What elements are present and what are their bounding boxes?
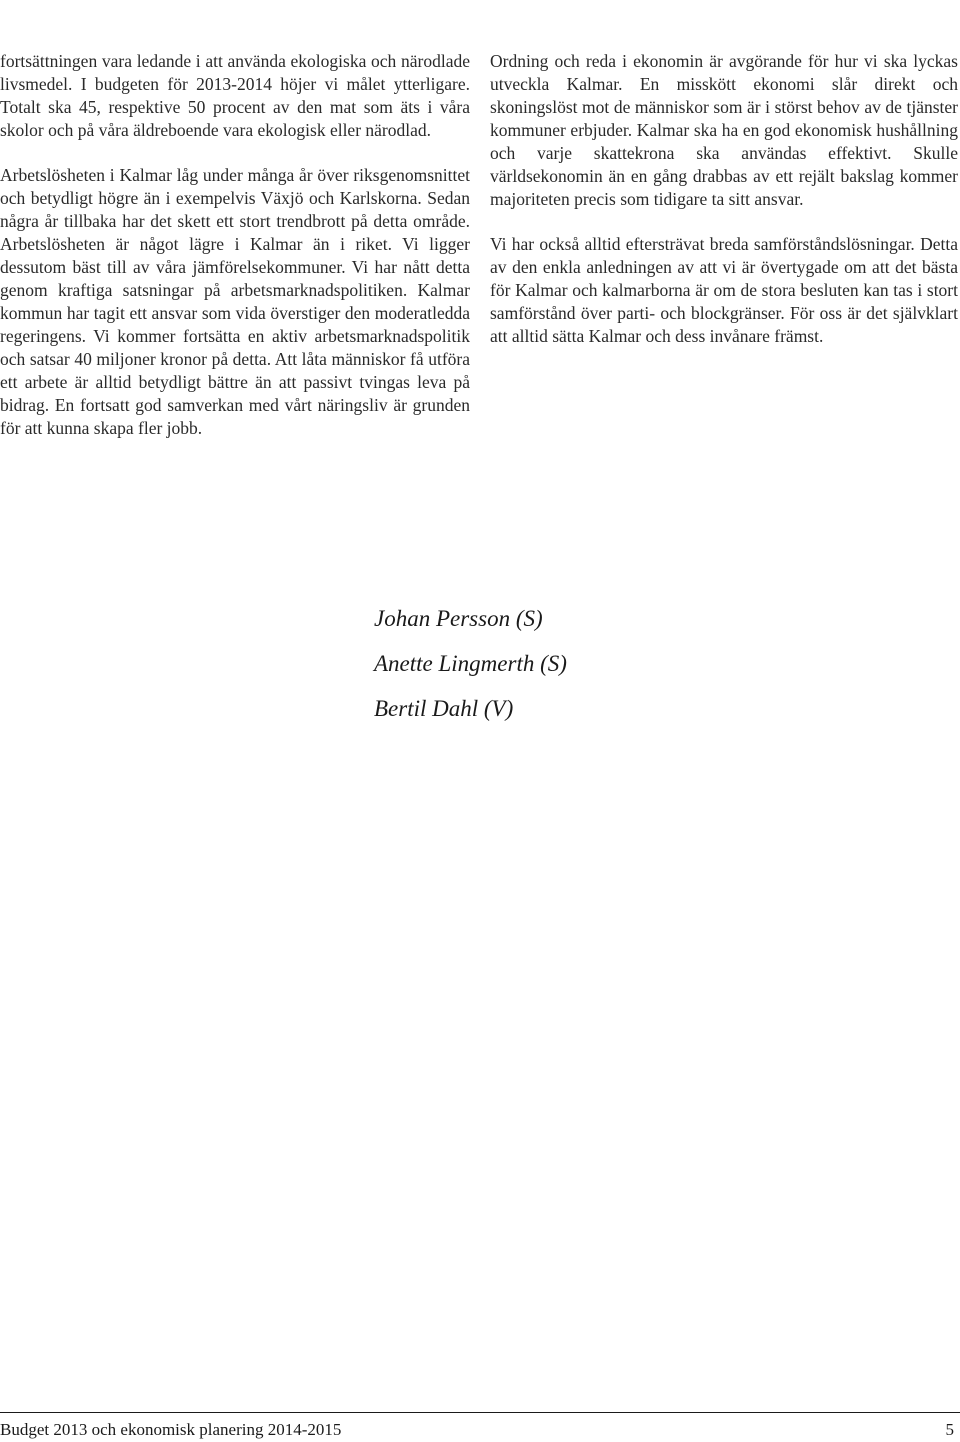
signature-anette-lingmerth: Anette Lingmerth (S) — [374, 651, 567, 676]
paragraph-consensus: Vi har också alltid eftersträvat breda samförståndslösningar. Detta av den enkla anledningen av att vi är övertygade om att det bästa för Kalmar och kalmarborna är om de stora besluten kan tas i stort samförstånd över parti- och blockgränser. För oss är det självklart att alltid sätta Kalmar och dess invånare främst. — [490, 234, 958, 346]
right-column — [490, 50, 958, 370]
left-column — [0, 50, 470, 462]
paragraph-economy: Ordning och reda i ekonomin är avgörande för hur vi ska lyckas utveckla Kalmar. En misskött ekonomi slår direkt och skoningslöst mot de människor som är i störst behov av de tjänster kommuner erbjuder. Kalmar ska ha en god ekonomisk hushållning och varje skattekrona ska användas effektivt. Skulle världsekonomin än en gång drabbas av ett rejält bakslag kommer majoriteten precis som tidigare ta sitt ansvar. — [490, 51, 958, 209]
page-footer — [0, 1418, 960, 1442]
page-number: 5 — [945, 1420, 954, 1439]
signature-bertil-dahl: Bertil Dahl (V) — [374, 696, 514, 721]
paragraph-ecological-food: fortsättningen vara ledande i att använda ekologiska och närodlade livsmedel. I budgeten för 2013-2014 höjer vi målet ytterligare. Totalt ska 45, respektive 50 procent av den mat som äts i våra skolor och på våra äldreboende vara ekologisk eller närodlad. — [0, 51, 470, 140]
signature-johan-persson: Johan Persson (S) — [374, 606, 543, 631]
paragraph-unemployment: Arbetslösheten i Kalmar låg under många år över riksgenomsnittet och betydligt högre än i exempelvis Växjö och Karlskorna. Sedan några år tillbaka har det skett ett stort trendbrott på detta område. Arbetslösheten är något lägre i Kalmar än i riket. Vi ligger dessutom bäst till av våra jämförelsekommuner. Vi har nått detta genom kraftiga satsningar på arbetsmarknadspolitiken. Kalmar kommun har tagit ett ansvar som vida överstiger den moderatledda regeringens. Vi kommer fortsätta en aktiv arbetsmarknadspolitik och satsar 40 miljoner kronor på detta. Att låta människor få utföra ett arbete är alltid betydligt bättre än att passivt tvingas leva på bidrag. En fortsatt god samverkan med vårt näringsliv är grunden för att kunna skapa fler jobb. — [0, 165, 470, 438]
footer-divider — [0, 1412, 960, 1413]
footer-document-title: Budget 2013 och ekonomisk planering 2014-2015 — [0, 1420, 342, 1439]
signature-block — [374, 596, 567, 731]
